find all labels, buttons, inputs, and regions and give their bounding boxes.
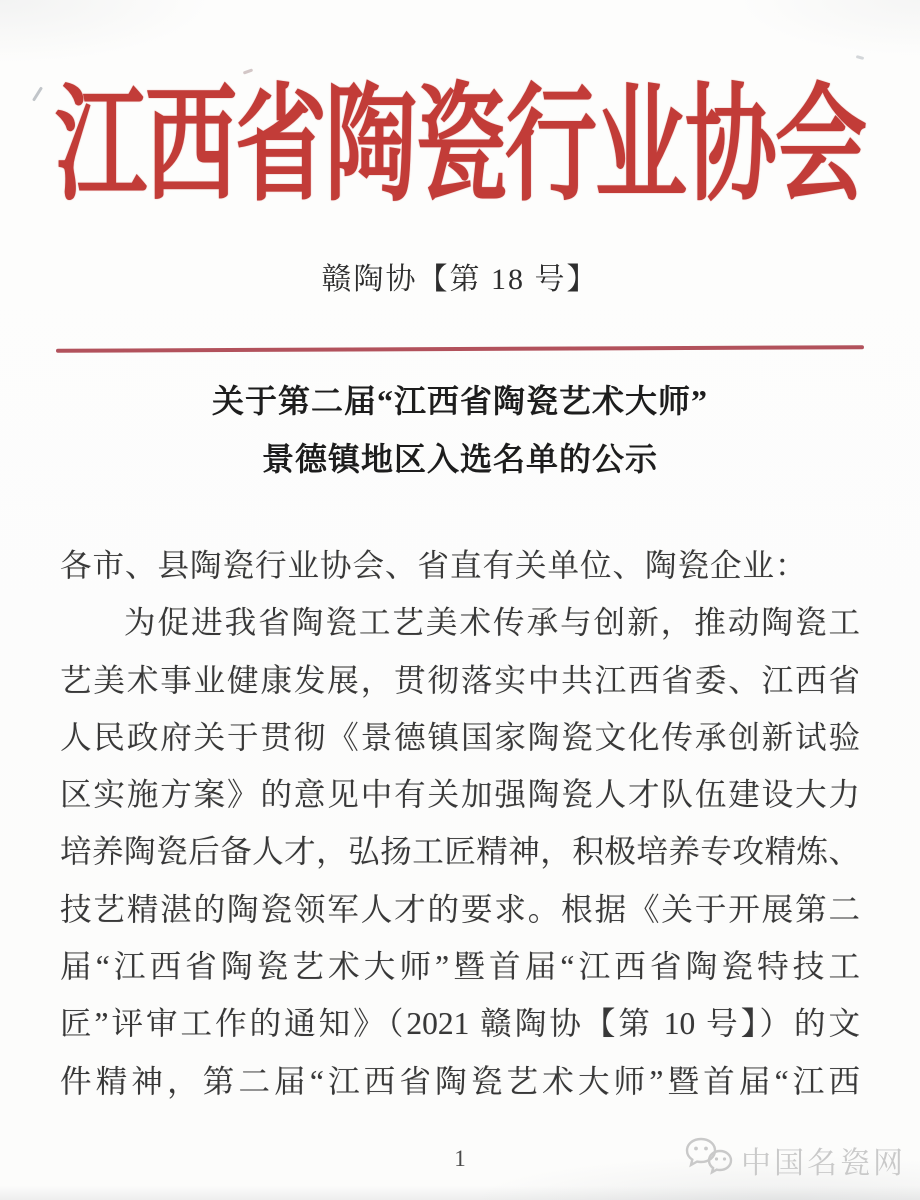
document-number: 赣陶协【第 18 号】 (321, 263, 599, 296)
document-body (60, 537, 860, 1110)
document-title-line2: 景德镇地区入选名单的公示 (261, 441, 658, 477)
document-title-line1: 关于第二届“江西省陶瓷艺术大师” (211, 383, 708, 419)
body-line: 届“江西省陶瓷艺术大师”暨首届“江西省陶瓷特技工 (60, 949, 860, 985)
scan-artifact (0, 1186, 920, 1200)
body-line: 培养陶瓷后备人才，弘扬工匠精神，积极培养专攻精炼、 (60, 834, 860, 870)
watermark (684, 1136, 906, 1183)
watermark-text: 中国名瓷网 (741, 1146, 906, 1180)
body-line: 区实施方案》的意见中有关加强陶瓷人才队伍建设大力 (60, 777, 860, 813)
body-line: 匠”评审工作的通知》（2021 赣陶协【第 10 号】）的文 (60, 1006, 860, 1042)
scan-artifact (856, 55, 865, 60)
red-divider-line (56, 345, 864, 353)
document-title (0, 372, 920, 488)
body-line: 为促进我省陶瓷工艺美术传承与创新，推动陶瓷工 (124, 605, 860, 641)
page-number: 1 (454, 1146, 466, 1171)
wechat-chat-bubbles-icon (684, 1136, 734, 1183)
scan-artifact (243, 68, 253, 74)
organization-title: 江西省陶瓷行业协会 (54, 75, 865, 216)
body-line: 技艺精湛的陶瓷领军人才的要求。根据《关于开展第二 (60, 891, 860, 927)
salutation-line: 各市、县陶瓷行业协会、省直有关单位、陶瓷企业： (60, 548, 808, 583)
body-line: 艺美术事业健康发展，贯彻落实中共江西省委、江西省 (60, 662, 860, 698)
body-line: 件精神，第二届“江西省陶瓷艺术大师”暨首届“江西 (60, 1063, 860, 1099)
body-line: 人民政府关于贯彻《景德镇国家陶瓷文化传承创新试验 (60, 719, 860, 755)
